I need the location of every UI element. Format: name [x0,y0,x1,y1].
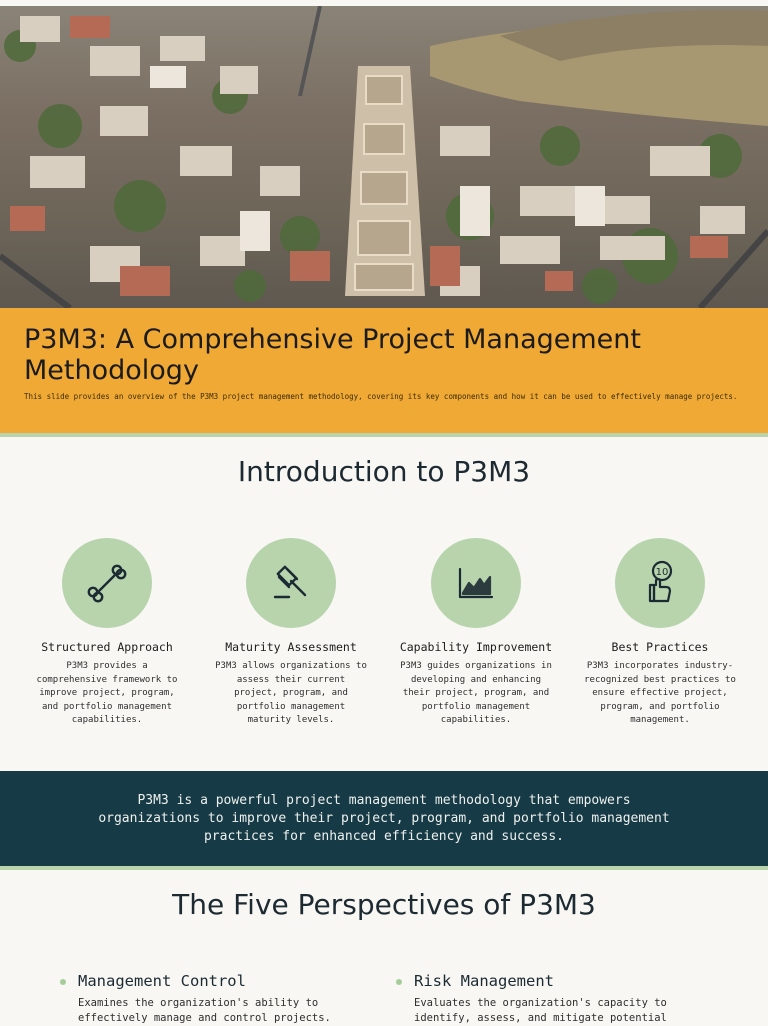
bone-icon [83,559,131,607]
icon-circle [62,538,152,628]
icon-circle [431,538,521,628]
perspective-text: Examines the organization's ability to effectively manage and control projects. [78,997,331,1024]
hero-image [0,6,768,308]
perspective-item [414,972,714,1026]
title-banner [0,308,768,437]
card-best-practices [575,538,745,728]
card-title: Structured Approach [41,640,173,654]
perspective-title: Management Control [78,972,246,990]
quote-banner [0,771,768,870]
card-title: Best Practices [611,640,709,654]
perspective-text: Evaluates the organization's capacity to identify, assess, and mitigate potential [414,997,667,1024]
quote-text: P3M3 is a powerful project management methodology that empowers organizations to improve their project, program, and portfolio management practices for enhanced efficiency and success. [98,792,670,844]
bullet-dot [396,979,402,985]
card-maturity-assessment [206,538,376,728]
bullet-dot [60,979,66,985]
page-subtitle: This slide provides an overview of the P3M3 project management methodology, covering its key components and how it can be used to effectively manage projects. [24,392,738,401]
card-title: Maturity Assessment [225,640,357,654]
gavel-icon [267,559,315,607]
card-title: Capability Improvement [399,640,553,654]
svg-text:10: 10 [655,567,669,578]
card-text: P3M3 provides a comprehensive framework to improve project, program, and portfolio management capabilities. [36,661,178,725]
hand-badge-icon [636,559,684,607]
perspective-item [78,972,378,1026]
page-title: P3M3: A Comprehensive Project Management Methodology [24,324,641,386]
perspective-title: Risk Management [414,972,554,990]
section-title-introduction: Introduction to P3M3 [237,455,531,488]
card-text: P3M3 allows organizations to assess their current project, program, and portfolio management maturity levels. [215,661,367,725]
icon-circle [246,538,336,628]
area-chart-icon [454,561,498,605]
card-text: P3M3 guides organizations in developing and enhancing their project, program, and portfolio management capabilities. [400,661,552,725]
section-title-perspectives: The Five Perspectives of P3M3 [172,888,596,921]
icon-circle [615,538,705,628]
card-text: P3M3 incorporates industry-recognized best practices to ensure effective project, program, and portfolio management. [584,661,736,725]
card-capability-improvement [391,538,561,728]
card-structured-approach [22,538,192,728]
